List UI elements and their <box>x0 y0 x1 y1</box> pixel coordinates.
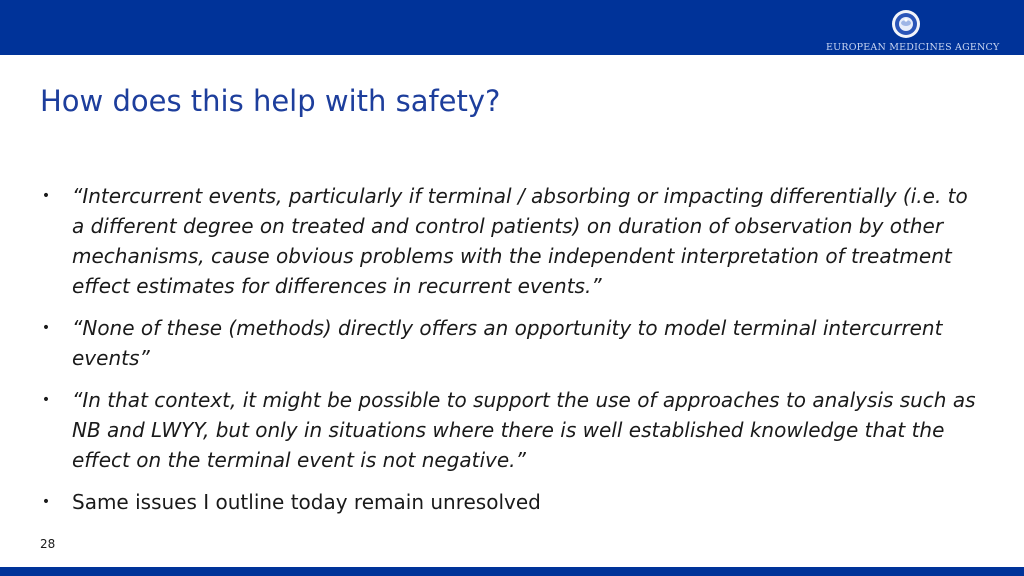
bullet-text: “Intercurrent events, particularly if terminal / absorbing or impacting differentially (i.e. to a different degree on treated and control patients) on duration of observation by other mechanisms, cause obvious problems with the independent interpretation of treatment effect estimates for differences in recurrent events.” <box>72 184 968 298</box>
slide-title: How does this help with safety? <box>40 84 501 118</box>
bullet-text: “None of these (methods) directly offers an opportunity to model terminal intercurrent events” <box>72 316 943 370</box>
bullet-item <box>40 181 980 301</box>
bullet-item <box>40 313 980 373</box>
agency-name: EUROPEAN MEDICINES AGENCY <box>826 42 1000 53</box>
bullet-list <box>40 181 980 529</box>
bullet-marker: • <box>41 320 51 336</box>
page-number: 28 <box>40 537 56 551</box>
ema-emblem-icon <box>890 8 922 40</box>
header-band <box>0 0 1024 55</box>
footer-band <box>0 567 1024 576</box>
bullet-marker: • <box>41 188 51 204</box>
bullet-marker: • <box>41 392 51 408</box>
bullet-item <box>40 487 980 517</box>
agency-logo <box>826 8 1000 53</box>
bullet-text: “In that context, it might be possible to support the use of approaches to analysis such as NB and LWYY, but only in situations where there is well established knowledge that the effect on the terminal event is not negative.” <box>72 388 976 472</box>
bullet-item <box>40 385 980 475</box>
bullet-marker: • <box>41 494 51 510</box>
bullet-text: Same issues I outline today remain unresolved <box>72 490 541 514</box>
